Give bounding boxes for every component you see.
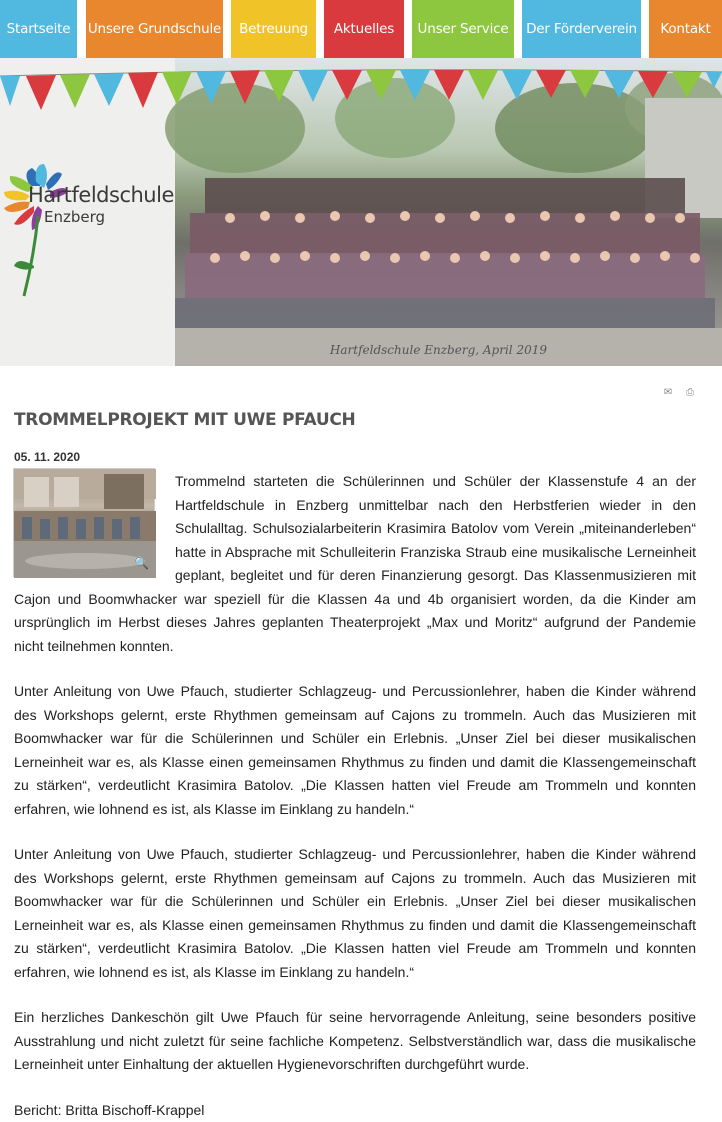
article-paragraph-1: Trommelnd starteten die Schülerinnen und Schüler der Klassenstufe 4 an der Hartfeldschule in Enzberg unmittelbar nach den Herbstferien wieder in den Schulalltag. Schulsozialarbeiterin Krasimira Batolov vom Verein „miteinanderleben“ hatte in Absprache mit Schulleiterin Franziska Straub eine musikalische Lerneinheit geplant, begleitet und für deren Finanzierung gesorgt. Das Klassenmusizieren mit Cajon und Boomwhacker war speziell für die Klassen 4a und 4b organisiert worden, da die Kinder am ursprünglich im Herbst dieses Jahres geplanten Theaterprojekt „Max und Moritz“ aufgrund der Pandemie nicht teilnehmen konnten. [14,470,696,658]
nav-unsere-grundschule[interactable]: Unsere Grundschule [86,0,223,58]
magnifier-icon[interactable]: 🔍 [134,556,150,572]
nav-kontakt[interactable]: Kontakt [649,0,722,58]
hero-banner [0,58,722,366]
article-paragraph-4: Ein herzliches Dankeschön gilt Uwe Pfauch für seine hervorragende Anleitung, seine besonders positive Ausstrahlung und nicht zuletzt für seine fachliche Kompetenz. Selbstverständlich war, dass die musikalische Lerneinheit unter Einhaltung der aktuellen Hygienevorschriften durchgeführt wurde. [14,1006,696,1077]
article-title: TROMMELPROJEKT MIT UWE PFAUCH [14,410,355,430]
nav-unser-service[interactable]: Unser Service [412,0,514,58]
main-navigation [0,0,722,58]
article-author: Bericht: Britta Bischoff-Krappel [14,1099,696,1122]
article-body [14,470,696,1122]
print-icon[interactable]: ⎙ [684,387,696,399]
article-paragraph-3: Unter Anleitung von Uwe Pfauch, studierter Schlagzeug- und Percussionlehrer, haben die Kinder während des Workshops gelernt, erste Rhythmen gemeinsam auf Cajons zu trommeln. Auch das Musizieren mit Boomwhacker war für die Schülerinnen und Schüler ein Erlebnis. „Unser Ziel bei dieser musikalischen Lerneinheit war es, als Klasse einen gemeinsamen Rhythmus zu finden und damit die Klassengemeinschaft zu stärken“, verdeutlicht Krasimira Batolov. „Die Klassen hatten viel Freude am Trommeln und konnten erfahren, wie lohnend es ist, als Klasse im Einklang zu handeln.“ [14,843,696,984]
nav-startseite[interactable]: Startseite [0,0,77,58]
logo-subtitle: Enzberg [44,208,105,226]
logo-name: Hartfeldschule [28,183,174,207]
article-tools [662,387,696,399]
article-paragraph-2: Unter Anleitung von Uwe Pfauch, studierter Schlagzeug- und Percussionlehrer, haben die Kinder während des Workshops gelernt, erste Rhythmen gemeinsam auf Cajons zu trommeln. Auch das Musizieren mit Boomwhacker war für die Schülerinnen und Schüler ein Erlebnis. „Unser Ziel bei dieser musikalischen Lerneinheit war es, als Klasse einen gemeinsamen Rhythmus zu finden und damit die Klassengemeinschaft zu stärken“, verdeutlicht Krasimira Batolov. „Die Klassen hatten viel Freude am Trommeln und konnten erfahren, wie lohnend es ist, als Klasse im Einklang zu handeln.“ [14,680,696,821]
email-icon[interactable]: ✉ [662,387,674,399]
nav-der-foerderverein[interactable]: Der Förderverein [522,0,641,58]
nav-aktuelles[interactable]: Aktuelles [324,0,404,58]
article-date: 05. 11. 2020 [14,450,80,464]
nav-betreuung[interactable]: Betreuung [231,0,316,58]
bunting-decoration [0,58,722,118]
photo-caption: Hartfeldschule Enzberg, April 2019 [330,343,547,357]
